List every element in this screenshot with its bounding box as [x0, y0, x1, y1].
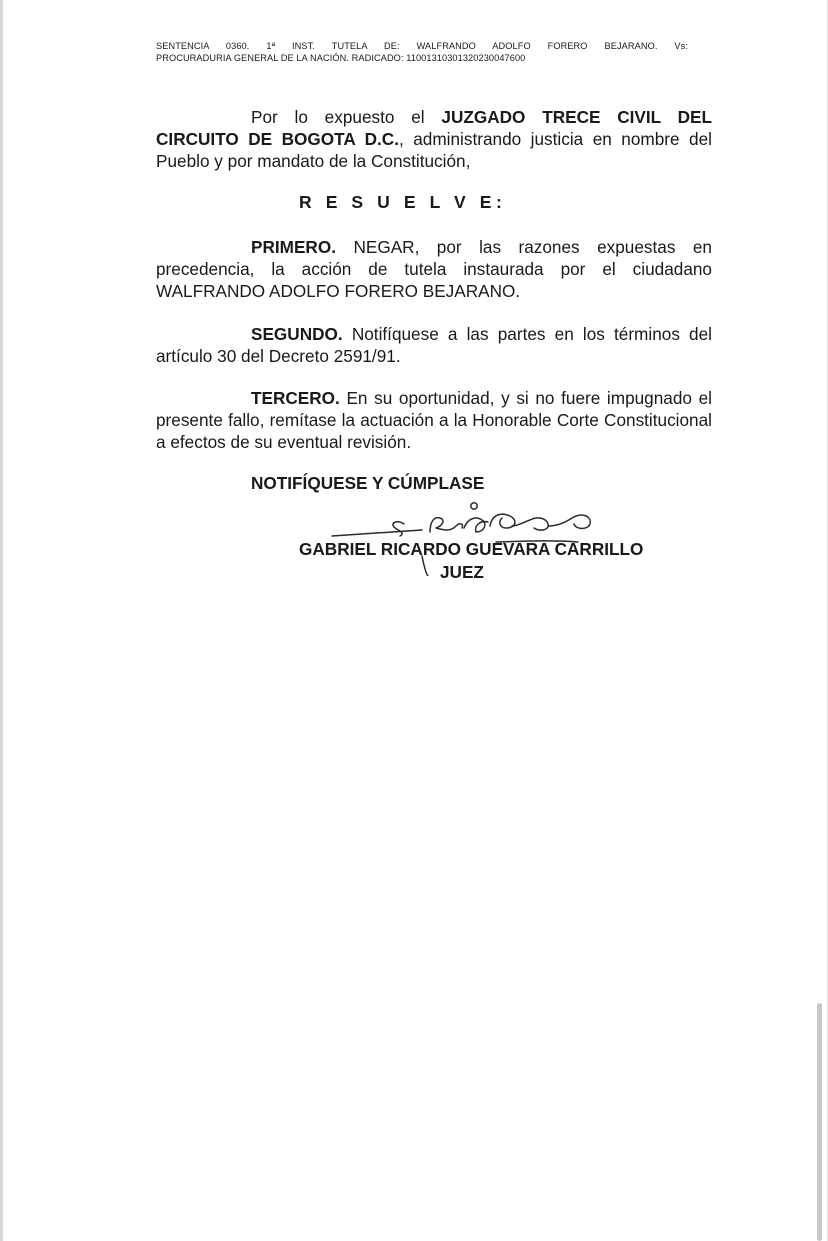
- primero-text: NEGAR, por las razones expuestas en precedencia, la acción de tutela instaurada por el ciudadano WALFRANDO ADOLFO FORERO BEJARANO.: [156, 237, 712, 301]
- intro-pre: Por lo expuesto el: [251, 107, 442, 127]
- page-left-edge: [0, 0, 3, 1241]
- signer-name: GABRIEL RICARDO GUEVARA CARRILLO: [299, 539, 644, 559]
- intro-post: , administrando justicia en nombre del Pueblo y por mandato de la Constitución,: [156, 129, 712, 171]
- closing-formula: NOTIFÍQUESE Y CÚMPLASE: [251, 473, 485, 493]
- court-name: JUZGADO TRECE CIVIL DEL CIRCUITO DE BOGOTA D.C.: [156, 107, 713, 149]
- segundo-label: SEGUNDO.: [251, 324, 343, 344]
- header-line-2: PROCURADURIA GENERAL DE LA NACIÓN. RADICADO: 11001310301320230047600: [156, 53, 526, 63]
- handwritten-signature: [326, 496, 616, 576]
- header-line-1: SENTENCIA 0360. 1ª INST. TUTELA DE: WALFRANDO ADOLFO FORERO BEJARANO. Vs:: [156, 41, 688, 51]
- segundo-paragraph: [156, 323, 712, 367]
- intro-paragraph: [156, 106, 712, 172]
- tercero-text: En su oportunidad, y si no fuere impugnado el presente fallo, remítase la actuación a la Honorable Corte Constitucional a efectos de su eventual revisión.: [156, 388, 712, 452]
- primero-label: PRIMERO.: [251, 237, 336, 257]
- signer-role: JUEZ: [440, 562, 484, 582]
- resuelve-heading: R E S U E L V E:: [299, 192, 507, 212]
- document-header: [156, 40, 688, 64]
- primero-paragraph: [156, 236, 712, 302]
- segundo-text: Notifíquese a las partes en los términos del artículo 30 del Decreto 2591/91.: [156, 324, 712, 366]
- tercero-paragraph: [156, 387, 712, 453]
- scrollbar-thumb[interactable]: [817, 1003, 822, 1241]
- tercero-label: TERCERO.: [251, 388, 340, 408]
